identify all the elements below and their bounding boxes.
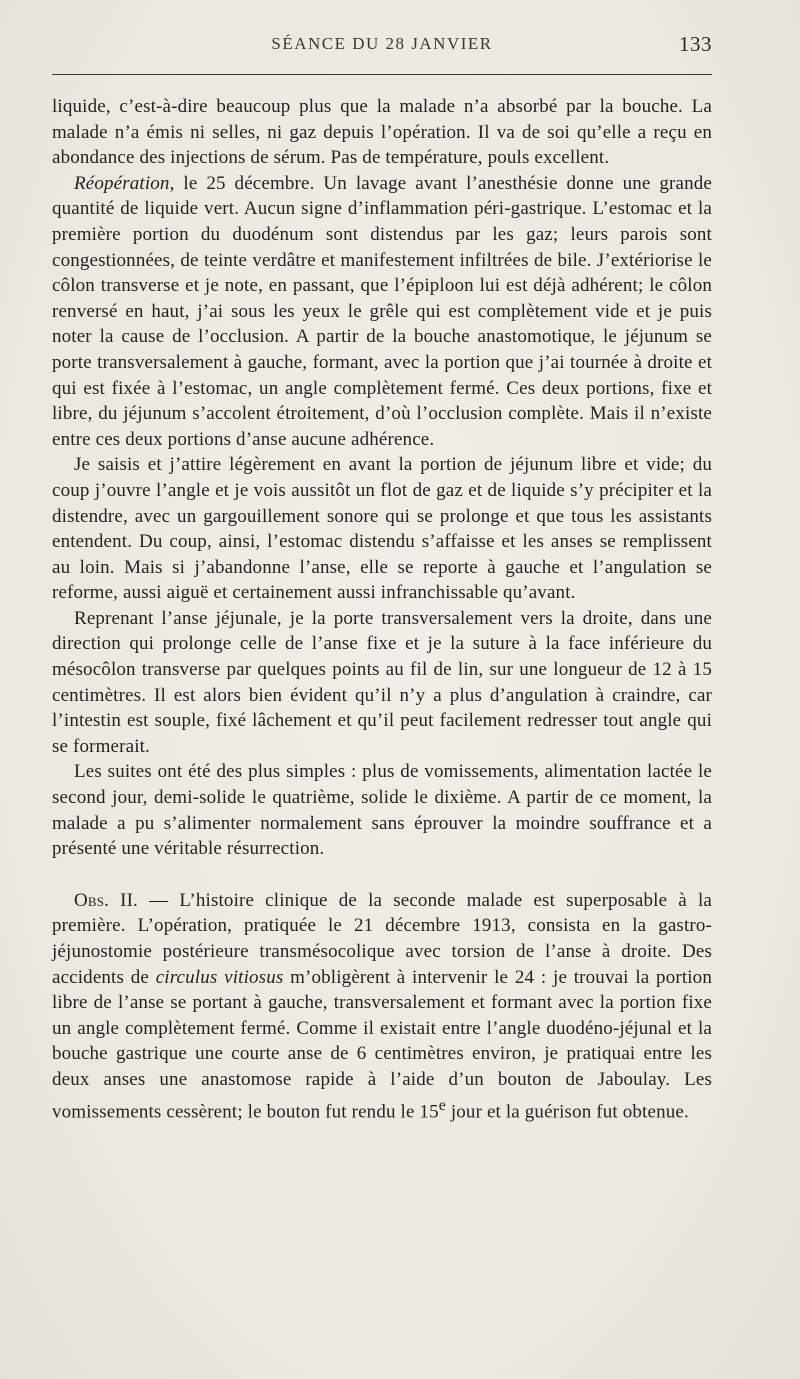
paragraph-reoperation bbox=[52, 171, 712, 453]
header-rule bbox=[52, 74, 712, 75]
observation-italic-term: circulus vitiosus bbox=[155, 966, 284, 988]
paragraph-jejunum-release: Je saisis et j’attire légèrement en avant la portion de jéjunum libre et vide; du coup j’ouvre l’angle et je vois aussitôt un flot de gaz et de liquide s’y précipiter et la distendre, avec un gargouillement sonore qui se prolonge et que tous les assistants entendent. Du coup, ainsi, l’estomac distendu s’affaisse et les anses se remplissent au loin. Mais si j’abandonne l’anse, elle se reporte à gauche et l’angulation se reforme, aussi aiguë et certainement aussi infranchissable qu’avant. bbox=[52, 454, 712, 604]
observation-superscript: e bbox=[438, 1096, 446, 1114]
paragraph-observation-2 bbox=[52, 888, 712, 1125]
paragraph-outcome: Les suites ont été des plus simples : plus de vomissements, alimentation lactée le second jour, demi-solide le quatrième, solide le dixième. A partir de ce moment, la malade a pu s’alimenter normalement sans éprouver la moindre souffrance et a présenté une véritable résurrection. bbox=[52, 761, 712, 860]
page-header bbox=[52, 34, 712, 60]
page-number: 133 bbox=[679, 32, 712, 56]
running-title: SÉANCE DU 28 JANVIER bbox=[271, 34, 493, 53]
reoperation-text: le 25 décembre. Un lavage avant l’anesthésie donne une grande quantité de liquide vert. Aucun signe d’inflammation péri-gastrique. L’estomac et la première portion du duodénum sont distendus par les gaz; leurs parois sont congestionnées, de teinte verdâtre et manifestement infiltrées de bile. J’extériorise le côlon transverse et je note, en passant, que l’épiploon lui est déjà adhérent; le côlon renversé en haut, j’ai sous les yeux le grêle qui est complètement vide et je puis noter la cause de l’occlusion. A partir de la bouche anastomotique, le jéjunum se porte transversalement à gauche, formant, avec la portion que j’ai tournée à droite et qui est fixée à l’estomac, un angle complètement fermé. Ces deux portions, fixe et libre, du jéjunum s’accolent étroitement, d’où l’occlusion complète. Mais il n’existe entre ces deux portions d’anse aucune adhérence. bbox=[52, 172, 712, 450]
paragraph-suture: Reprenant l’anse jéjunale, je la porte transversalement vers la droite, dans une direction qui prolonge celle de l’anse fixe et je la suture à la face inférieure du mésocôlon transverse par quelques points au fil de lin, sur une longueur de 12 à 15 centimètres. Il est alors bien évident qu’il n’y a plus d’angulation à craindre, car l’intestin est souple, fixé lâchement et qu’il peut facilement redresser tout angle qui se formerait. bbox=[52, 607, 712, 757]
paragraph-continuation: liquide, c’est-à-dire beaucoup plus que la malade n’a absorbé par la bouche. La malade n’a émis ni selles, ni gaz depuis l’opération. Il va de soi qu’elle a reçu en abondance des injections de sérum. Pas de température, pouls excellent. bbox=[52, 96, 712, 169]
body-text bbox=[52, 94, 712, 1124]
observation-label: Obs. II. bbox=[74, 889, 138, 911]
observation-text-3: jour et la guérison fut obtenue. bbox=[445, 1100, 689, 1122]
observation-text-1: — L’histoire clinique de la seconde malade est superposable à la première. L’opération, pratiquée le 21 décembre 1913, consista en la gastro-jéjunostomie postérieure transmésocolique avec torsion de l’anse à droite. Des accidents de bbox=[52, 889, 712, 988]
observation-text-2: m’obligèrent à intervenir le 24 : je trouvai la portion libre de l’anse se portant à gauche, transversalement et formant avec la portion fixe un angle complètement fermé. Comme il existait entre l’angle duodéno-jéjunal et la bouche gastrique une courte anse de 6 centimètres environ, je pratiquai entre les deux anses une anastomose rapide à l’aide d’un bouton de Jaboulay. Les vomissements cessèrent; le bouton fut rendu le 15 bbox=[52, 966, 712, 1122]
reoperation-label: Réopération, bbox=[74, 172, 175, 194]
